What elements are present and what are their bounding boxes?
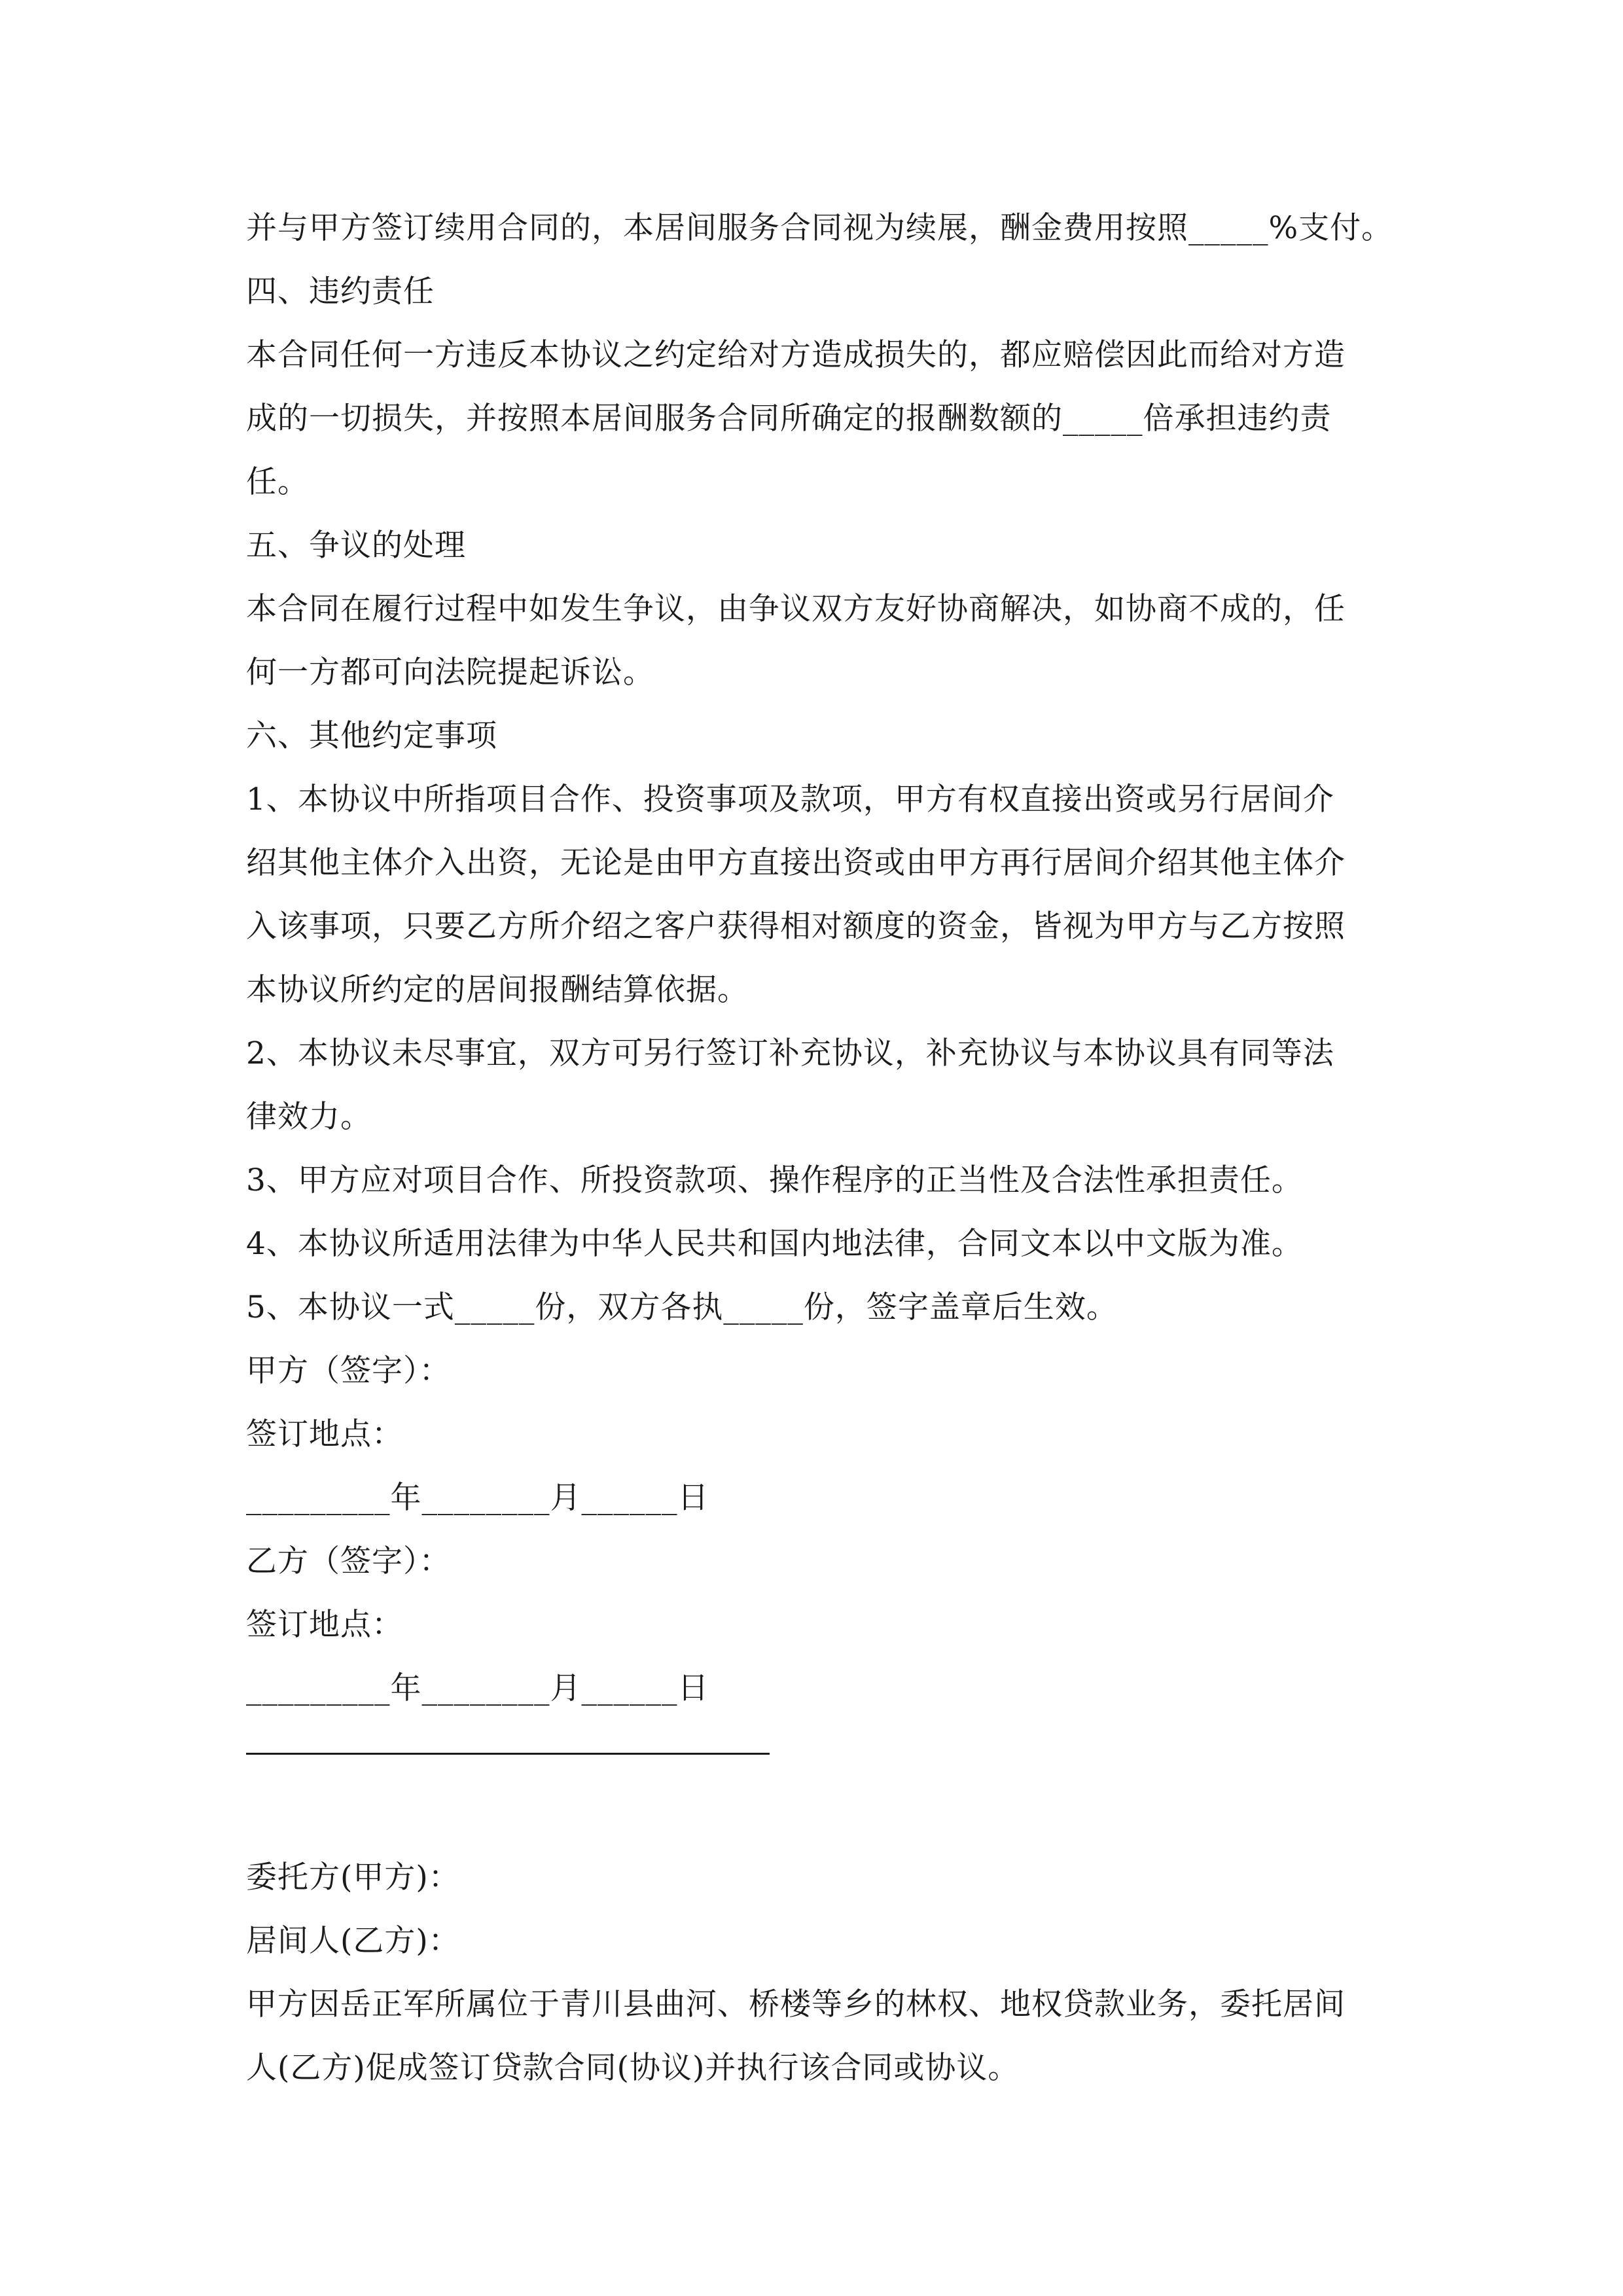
- signature-label: 乙方（签字）：: [246, 1543, 451, 1579]
- text-line: 委托方(甲方)：: [246, 1859, 460, 1895]
- section-heading: 六、其他约定事项: [246, 718, 497, 754]
- text-line: 绍其他主体介入出资，无论是由甲方直接出资或由甲方再行居间介绍其他主体介: [246, 845, 1346, 881]
- separator-line: [246, 1753, 770, 1755]
- date-line: _________年________月______日: [246, 1670, 709, 1706]
- signing-place-label: 签订地点：: [246, 1416, 403, 1452]
- document-body: [246, 196, 1393, 2100]
- text-line: 1、本协议中所指项目合作、投资事项及款项，甲方有权直接出资或另行居间介: [246, 781, 1334, 817]
- text-line: 本协议所约定的居间报酬结算依据。: [246, 972, 749, 1008]
- text-line: 2、本协议未尽事宜，双方可另行签订补充协议，补充协议与本协议具有同等法: [246, 1035, 1334, 1071]
- text-line: 3、甲方应对项目合作、所投资款项、操作程序的正当性及合法性承担责任。: [246, 1162, 1303, 1198]
- section-heading: 五、争议的处理: [246, 528, 466, 564]
- date-line: _________年________月______日: [246, 1480, 709, 1516]
- text-line: 成的一切损失，并按照本居间服务合同所确定的报酬数额的_____倍承担违约责: [246, 401, 1332, 437]
- section-heading: 四、违约责任: [246, 274, 435, 310]
- text-line: 甲方因岳正军所属位于青川县曲河、桥楼等乡的林权、地权贷款业务，委托居间: [246, 1986, 1346, 2022]
- text-line: 5、本协议一式_____份，双方各执_____份，签字盖章后生效。: [246, 1289, 1118, 1325]
- text-line: 居间人(乙方)：: [246, 1923, 460, 1959]
- text-line: 入该事项，只要乙方所介绍之客户获得相对额度的资金，皆视为甲方与乙方按照: [246, 908, 1346, 944]
- separator-rule: [246, 1720, 1378, 1784]
- text-line: 4、本协议所适用法律为中华人民共和国内地法律，合同文本以中文版为准。: [246, 1226, 1303, 1262]
- text-line: 并与甲方签订续用合同的，本居间服务合同视为续展，酬金费用按照_____%支付。: [246, 210, 1393, 246]
- signature-label: 甲方（签字）：: [246, 1353, 451, 1389]
- text-line: 何一方都可向法院提起诉讼。: [246, 655, 654, 691]
- text-line: 本合同任何一方违反本协议之约定给对方造成损失的，都应赔偿因此而给对方造: [246, 337, 1346, 373]
- text-line: 律效力。: [246, 1099, 372, 1135]
- text-line: 本合同在履行过程中如发生争议，由争议双方友好协商解决，如协商不成的，任: [246, 591, 1346, 627]
- signing-place-label: 签订地点：: [246, 1607, 403, 1643]
- text-line: 人(乙方)促成签订贷款合同(协议)并执行该合同或协议。: [246, 2050, 1020, 2086]
- text-line: 任。: [246, 464, 309, 500]
